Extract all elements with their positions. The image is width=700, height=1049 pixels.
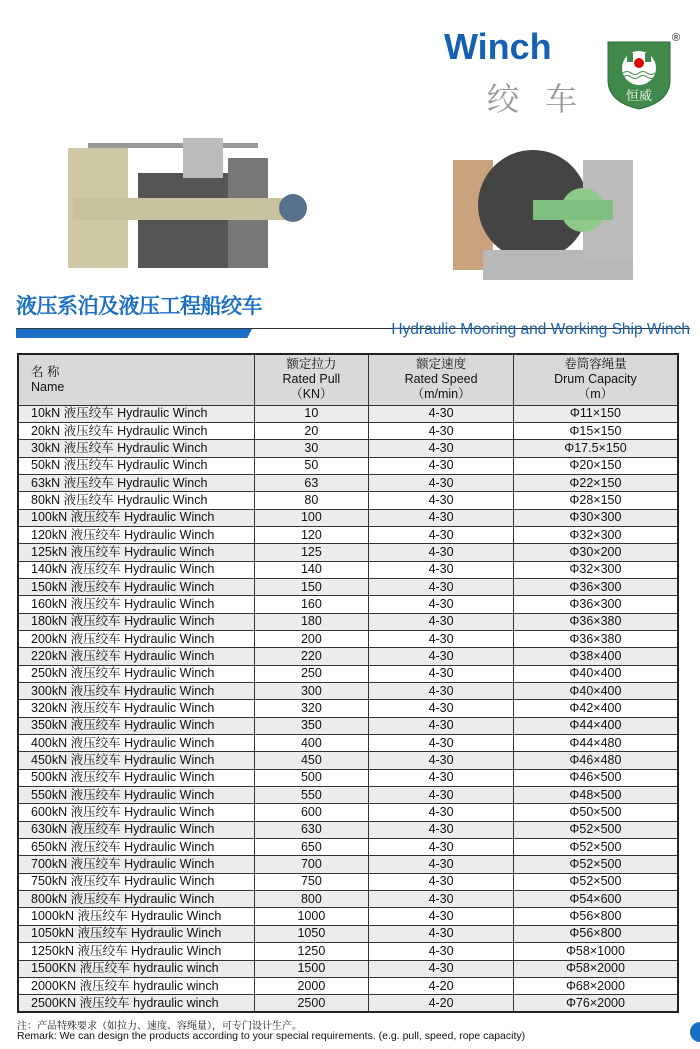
cell-name: 140kN 液压绞车 Hydraulic Winch (18, 561, 254, 578)
cell-name: 650kN 液压绞车 Hydraulic Winch (18, 839, 254, 856)
cell-drum-capacity: Φ46×500 (513, 769, 678, 786)
header-name: 名 称 Name (18, 354, 254, 405)
cell-rated-speed: 4-30 (369, 821, 514, 838)
cell-rated-speed: 4-30 (369, 960, 514, 977)
cell-drum-capacity: Φ30×300 (513, 509, 678, 526)
cell-drum-capacity: Φ40×400 (513, 683, 678, 700)
table-row (18, 839, 678, 856)
cell-name: 1050kN 液压绞车 Hydraulic Winch (18, 925, 254, 942)
cell-name: 600kN 液压绞车 Hydraulic Winch (18, 804, 254, 821)
cell-rated-speed: 4-30 (369, 613, 514, 630)
cell-rated-speed: 4-30 (369, 405, 514, 422)
cell-rated-pull: 650 (254, 839, 369, 856)
cell-rated-pull: 1000 (254, 908, 369, 925)
section-title-en: Hydraulic Mooring and Working Ship Winch (391, 321, 690, 338)
cell-rated-speed: 4-30 (369, 700, 514, 717)
cell-drum-capacity: Φ50×500 (513, 804, 678, 821)
table-row (18, 735, 678, 752)
corner-decoration (690, 1022, 700, 1042)
cell-drum-capacity: Φ68×2000 (513, 977, 678, 994)
cell-rated-pull: 1250 (254, 943, 369, 960)
cell-name: 2000KN 液压绞车 hydraulic winch (18, 977, 254, 994)
cell-name: 250kN 液压绞车 Hydraulic Winch (18, 665, 254, 682)
cell-drum-capacity: Φ52×500 (513, 821, 678, 838)
logo-text: 恒威 (625, 89, 653, 104)
cell-rated-speed: 4-30 (369, 908, 514, 925)
table-row (18, 943, 678, 960)
section-title-cn: 液压系泊及液压工程船绞车 (16, 295, 262, 318)
cell-rated-pull: 800 (254, 891, 369, 908)
cell-rated-speed: 4-30 (369, 752, 514, 769)
cell-rated-speed: 4-30 (369, 492, 514, 509)
cell-drum-capacity: Φ44×480 (513, 735, 678, 752)
cell-drum-capacity: Φ36×300 (513, 578, 678, 595)
winch-image-side (433, 140, 643, 280)
cell-rated-pull: 400 (254, 735, 369, 752)
table-row (18, 544, 678, 561)
cell-rated-pull: 200 (254, 630, 369, 647)
table-row (18, 405, 678, 422)
cell-name: 150kN 液压绞车 Hydraulic Winch (18, 578, 254, 595)
table-row (18, 648, 678, 665)
cell-name: 100kN 液压绞车 Hydraulic Winch (18, 509, 254, 526)
cell-rated-pull: 320 (254, 700, 369, 717)
cell-drum-capacity: Φ36×380 (513, 613, 678, 630)
cell-rated-speed: 4-30 (369, 509, 514, 526)
cell-name: 400kN 液压绞车 Hydraulic Winch (18, 735, 254, 752)
cell-rated-speed: 4-30 (369, 561, 514, 578)
cell-rated-pull: 2500 (254, 995, 369, 1012)
company-logo (607, 40, 671, 110)
cell-rated-pull: 160 (254, 596, 369, 613)
cell-rated-speed: 4-20 (369, 995, 514, 1012)
cell-name: 80kN 液压绞车 Hydraulic Winch (18, 492, 254, 509)
table-row (18, 630, 678, 647)
cell-rated-pull: 63 (254, 474, 369, 491)
cell-drum-capacity: Φ48×500 (513, 787, 678, 804)
cell-rated-speed: 4-30 (369, 925, 514, 942)
cell-drum-capacity: Φ36×380 (513, 630, 678, 647)
cell-rated-pull: 2000 (254, 977, 369, 994)
cell-rated-speed: 4-30 (369, 769, 514, 786)
table-row (18, 977, 678, 994)
cell-rated-pull: 50 (254, 457, 369, 474)
cell-name: 50kN 液压绞车 Hydraulic Winch (18, 457, 254, 474)
header-rated-speed: 额定速度 Rated Speed （m/min） (369, 354, 514, 405)
cell-rated-speed: 4-30 (369, 839, 514, 856)
table-row (18, 769, 678, 786)
table-row (18, 908, 678, 925)
cell-rated-pull: 150 (254, 578, 369, 595)
cell-drum-capacity: Φ11×150 (513, 405, 678, 422)
cell-name: 750kN 液压绞车 Hydraulic Winch (18, 873, 254, 890)
cell-rated-pull: 750 (254, 873, 369, 890)
table-row (18, 804, 678, 821)
cell-drum-capacity: Φ38×400 (513, 648, 678, 665)
table-row (18, 873, 678, 890)
remark-en: Remark: We can design the products according to your special requirements. (e.g. pull, speed, rope capacity) (17, 1030, 526, 1042)
cell-name: 200kN 液压绞车 Hydraulic Winch (18, 630, 254, 647)
header-rated-pull: 额定拉力 Rated Pull （KN） (254, 354, 369, 405)
cell-rated-speed: 4-30 (369, 787, 514, 804)
cell-rated-pull: 450 (254, 752, 369, 769)
cell-name: 300kN 液压绞车 Hydraulic Winch (18, 683, 254, 700)
cell-drum-capacity: Φ54×600 (513, 891, 678, 908)
table-row (18, 422, 678, 439)
cell-drum-capacity: Φ76×2000 (513, 995, 678, 1012)
cell-rated-pull: 1050 (254, 925, 369, 942)
table-row (18, 787, 678, 804)
table-row (18, 561, 678, 578)
cell-rated-pull: 220 (254, 648, 369, 665)
cell-rated-speed: 4-30 (369, 735, 514, 752)
cell-drum-capacity: Φ42×400 (513, 700, 678, 717)
cell-rated-speed: 4-30 (369, 683, 514, 700)
cell-rated-pull: 120 (254, 526, 369, 543)
cell-rated-speed: 4-30 (369, 596, 514, 613)
cell-rated-pull: 700 (254, 856, 369, 873)
cell-name: 160kN 液压绞车 Hydraulic Winch (18, 596, 254, 613)
table-row (18, 752, 678, 769)
table-row (18, 717, 678, 734)
cell-rated-pull: 140 (254, 561, 369, 578)
table-row (18, 474, 678, 491)
cell-drum-capacity: Φ56×800 (513, 925, 678, 942)
cell-rated-speed: 4-30 (369, 474, 514, 491)
cell-rated-pull: 80 (254, 492, 369, 509)
cell-rated-speed: 4-30 (369, 648, 514, 665)
table-row (18, 856, 678, 873)
cell-name: 20kN 液压绞车 Hydraulic Winch (18, 422, 254, 439)
cell-rated-speed: 4-30 (369, 856, 514, 873)
table-row (18, 440, 678, 457)
cell-rated-pull: 180 (254, 613, 369, 630)
table-row (18, 613, 678, 630)
cell-rated-speed: 4-30 (369, 891, 514, 908)
table-row (18, 683, 678, 700)
cell-drum-capacity: Φ32×300 (513, 526, 678, 543)
cell-name: 700kN 液压绞车 Hydraulic Winch (18, 856, 254, 873)
cell-name: 320kN 液压绞车 Hydraulic Winch (18, 700, 254, 717)
cell-drum-capacity: Φ44×400 (513, 717, 678, 734)
cell-name: 120kN 液压绞车 Hydraulic Winch (18, 526, 254, 543)
header-drum-capacity: 卷筒容绳量 Drum Capacity （m） (513, 354, 678, 405)
cell-rated-speed: 4-30 (369, 943, 514, 960)
cell-drum-capacity: Φ58×1000 (513, 943, 678, 960)
cell-name: 1250kN 液压绞车 Hydraulic Winch (18, 943, 254, 960)
cell-drum-capacity: Φ17.5×150 (513, 440, 678, 457)
table-row (18, 457, 678, 474)
cell-drum-capacity: Φ52×500 (513, 873, 678, 890)
cell-name: 63kN 液压绞车 Hydraulic Winch (18, 474, 254, 491)
cell-rated-pull: 250 (254, 665, 369, 682)
table-row (18, 596, 678, 613)
table-row (18, 960, 678, 977)
cell-rated-pull: 10 (254, 405, 369, 422)
table-row (18, 492, 678, 509)
cell-rated-speed: 4-30 (369, 544, 514, 561)
cell-drum-capacity: Φ58×2000 (513, 960, 678, 977)
page-title-cn: 绞车 (487, 81, 604, 117)
cell-name: 180kN 液压绞车 Hydraulic Winch (18, 613, 254, 630)
cell-name: 550kN 液压绞车 Hydraulic Winch (18, 787, 254, 804)
cell-name: 1000kN 液压绞车 Hydraulic Winch (18, 908, 254, 925)
cell-name: 350kN 液压绞车 Hydraulic Winch (18, 717, 254, 734)
winch-image-front (68, 128, 308, 278)
cell-name: 1500KN 液压绞车 hydraulic winch (18, 960, 254, 977)
cell-rated-speed: 4-20 (369, 977, 514, 994)
cell-rated-speed: 4-30 (369, 630, 514, 647)
spec-table (17, 353, 679, 1013)
cell-drum-capacity: Φ30×200 (513, 544, 678, 561)
table-header (18, 354, 678, 405)
table-row (18, 578, 678, 595)
cell-drum-capacity: Φ32×300 (513, 561, 678, 578)
cell-name: 125kN 液压绞车 Hydraulic Winch (18, 544, 254, 561)
table-row (18, 700, 678, 717)
cell-rated-speed: 4-30 (369, 422, 514, 439)
cell-drum-capacity: Φ36×300 (513, 596, 678, 613)
cell-name: 800kN 液压绞车 Hydraulic Winch (18, 891, 254, 908)
cell-drum-capacity: Φ56×800 (513, 908, 678, 925)
table-row (18, 891, 678, 908)
cell-name: 500kN 液压绞车 Hydraulic Winch (18, 769, 254, 786)
page-title: Winch (444, 26, 552, 67)
registered-mark: ® (672, 32, 681, 44)
cell-rated-pull: 350 (254, 717, 369, 734)
accent-bar (16, 329, 252, 338)
cell-rated-pull: 125 (254, 544, 369, 561)
table-row (18, 665, 678, 682)
cell-rated-pull: 550 (254, 787, 369, 804)
cell-rated-pull: 30 (254, 440, 369, 457)
cell-name: 2500KN 液压绞车 hydraulic winch (18, 995, 254, 1012)
cell-rated-pull: 20 (254, 422, 369, 439)
table-row (18, 925, 678, 942)
table-row (18, 821, 678, 838)
cell-drum-capacity: Φ15×150 (513, 422, 678, 439)
cell-drum-capacity: Φ52×500 (513, 839, 678, 856)
cell-rated-speed: 4-30 (369, 717, 514, 734)
cell-rated-speed: 4-30 (369, 665, 514, 682)
cell-rated-pull: 100 (254, 509, 369, 526)
cell-drum-capacity: Φ52×500 (513, 856, 678, 873)
cell-name: 10kN 液压绞车 Hydraulic Winch (18, 405, 254, 422)
cell-drum-capacity: Φ20×150 (513, 457, 678, 474)
cell-rated-pull: 500 (254, 769, 369, 786)
cell-rated-pull: 630 (254, 821, 369, 838)
cell-rated-pull: 1500 (254, 960, 369, 977)
table-row (18, 995, 678, 1012)
cell-drum-capacity: Φ22×150 (513, 474, 678, 491)
cell-rated-speed: 4-30 (369, 578, 514, 595)
cell-name: 630kN 液压绞车 Hydraulic Winch (18, 821, 254, 838)
cell-rated-speed: 4-30 (369, 804, 514, 821)
note-cn: 注：产品特殊要求（如拉力、速度、容绳量），可专门设计生产。 (17, 1021, 302, 1032)
cell-name: 220kN 液压绞车 Hydraulic Winch (18, 648, 254, 665)
cell-rated-speed: 4-30 (369, 873, 514, 890)
cell-rated-speed: 4-30 (369, 526, 514, 543)
cell-drum-capacity: Φ28×150 (513, 492, 678, 509)
cell-rated-speed: 4-30 (369, 457, 514, 474)
cell-drum-capacity: Φ40×400 (513, 665, 678, 682)
cell-drum-capacity: Φ46×480 (513, 752, 678, 769)
table-row (18, 509, 678, 526)
cell-rated-pull: 300 (254, 683, 369, 700)
table-row (18, 526, 678, 543)
cell-name: 30kN 液压绞车 Hydraulic Winch (18, 440, 254, 457)
cell-rated-speed: 4-30 (369, 440, 514, 457)
cell-name: 450kN 液压绞车 Hydraulic Winch (18, 752, 254, 769)
cell-rated-pull: 600 (254, 804, 369, 821)
